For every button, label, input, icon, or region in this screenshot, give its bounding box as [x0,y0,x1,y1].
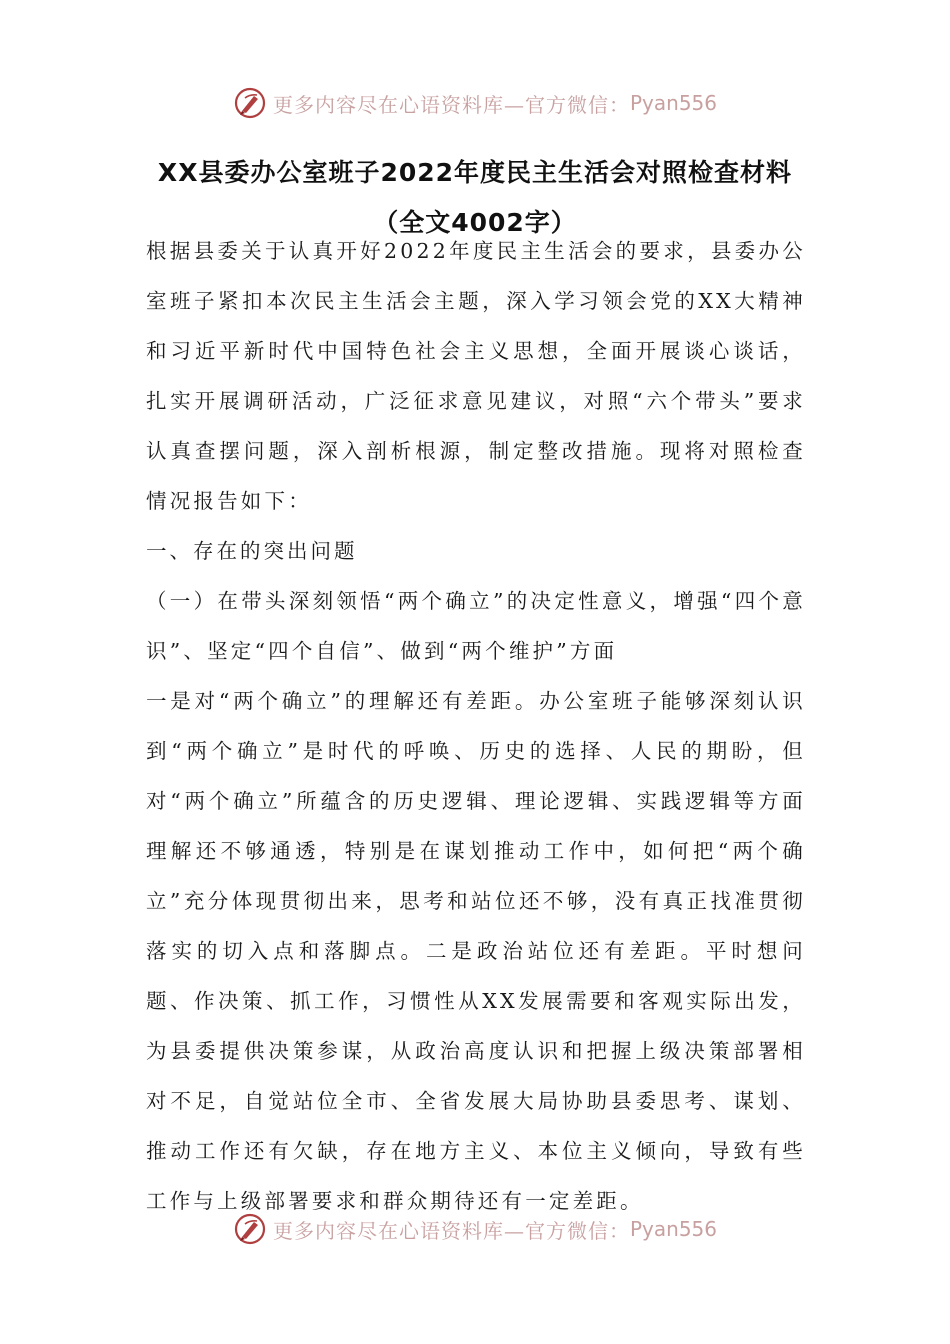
header-watermark [0,86,950,120]
watermark-text: 更多内容尽在心语资料库—官方微信： [272,1218,630,1243]
document-title: XX县委办公室班子2022年度民主生活会对照检查材料 [157,158,793,187]
document-subtitle: （全文4002字） [373,208,577,237]
pen-logo-icon [233,86,267,120]
document-body [146,226,806,1226]
body-paragraph: 一是对“两个确立”的理解还有差距。办公室班子能够深刻认识到“两个确立”是时代的呼唤、历史的选择、人民的期盼，但对“两个确立”所蕴含的历史逻辑、理论逻辑、实践逻辑等方面理解还不够通透，特别是在谋划推动工作中，如何把“两个确立”充分体现贯彻出来，思考和站位还不够，没有真正找准贯彻落实的切入点和落脚点。二是政治站位还有差距。平时想问题、作决策、抓工作，习惯性从XX发展需要和客观实际出发，为县委提供决策参谋，从政治高度认识和把握上级决策部署相对不足，自觉站位全市、全省发展大局协助县委思考、谋划、推动工作还有欠缺，存在地方主义、本位主义倾向，导致有些工作与上级部署要求和群众期待还有一定差距。 [146,689,806,1213]
intro-paragraph: 根据县委关于认真开好2022年度民主生活会的要求，县委办公室班子紧扣本次民主生活会主题，深入学习领会党的XX大精神和习近平新时代中国特色社会主义思想，全面开展谈心谈话，扎实开展调研活动，广泛征求意见建议，对照“六个带头”要求认真查摆问题，深入剖析根源，制定整改措施。现将对照检查情况报告如下： [146,239,806,513]
subsection-heading: （一）在带头深刻领悟“两个确立”的决定性意义，增强“四个意识”、坚定“四个自信”、做到“两个维护”方面 [146,589,806,663]
watermark-text: 更多内容尽在心语资料库—官方微信： [272,92,630,117]
section-heading: 一、存在的突出问题 [146,539,358,563]
pen-logo-icon [233,1212,267,1246]
footer-watermark [0,1212,950,1246]
watermark-handle: Pyan556 [629,91,717,115]
watermark-handle: Pyan556 [629,1217,717,1241]
